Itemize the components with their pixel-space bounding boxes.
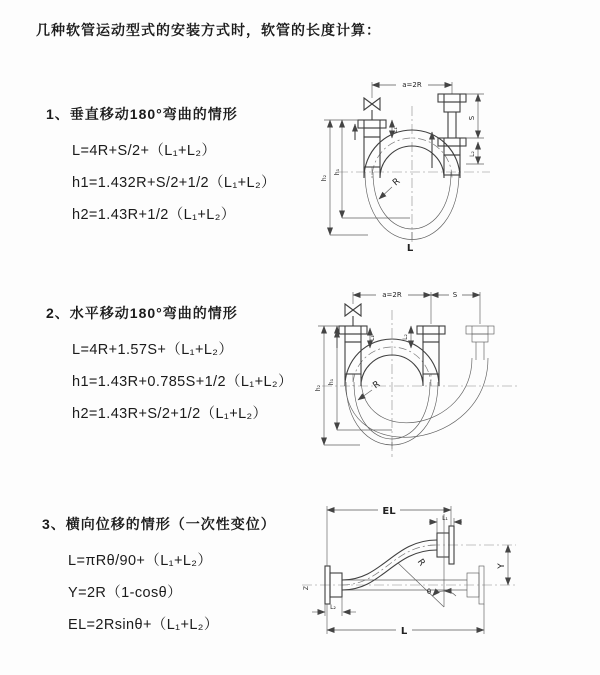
section-heading: 2、水平移动180°弯曲的情形 — [46, 305, 238, 321]
dim-label-h1: h₁ — [328, 378, 335, 386]
valve-icon — [345, 304, 361, 316]
formula: Y=2R（1-cosθ） — [68, 585, 182, 601]
section-heading: 3、横向位移的情形（一次性变位） — [42, 516, 276, 532]
dim-label-l1: L₁ — [392, 127, 399, 133]
dim-label-r: R — [414, 557, 427, 569]
formula: EL=2Rsinθ+（L₁+L₂） — [68, 617, 219, 633]
dim-label-h1: h₁ — [334, 168, 341, 176]
formula: L=4R+1.57S+（L₁+L₂） — [72, 342, 234, 358]
formula: L=4R+S/2+（L₁+L₂） — [72, 143, 217, 159]
centerlines — [338, 106, 490, 242]
diagram-horizontal-bend — [308, 282, 583, 472]
left-fitting — [337, 292, 376, 374]
dim-label-h2: h₂ — [321, 174, 328, 182]
dim-label-l2: L₂ — [469, 151, 476, 157]
formula: L=πRθ/90+（L₁+L₂） — [68, 553, 213, 569]
dim-label-l2: L₂ — [330, 604, 336, 611]
formula: h1=1.43R+0.785S+1/2（L₁+L₂） — [72, 374, 293, 390]
dim-label-el: EL — [382, 506, 396, 517]
section-horizontal-bend — [46, 303, 293, 430]
dim-label-z: Z — [303, 585, 310, 591]
dim-label-y: Y — [497, 563, 507, 569]
dim-label-s: S — [468, 115, 476, 121]
formula: h2=1.43R+S/2+1/2（L₁+L₂） — [72, 406, 268, 422]
dim-label-a2r: a=2R — [382, 291, 402, 299]
middle-fitting — [402, 292, 445, 374]
dim-label-l: L — [406, 243, 414, 254]
dim-label-h2: h₂ — [315, 384, 322, 392]
centerlines — [322, 310, 518, 457]
dim-label-r: R — [371, 379, 383, 392]
diagram-vertical-bend — [312, 72, 567, 257]
dim-label-a2r: a=2R — [402, 81, 422, 89]
page-title: 几种软管运动型式的安装方式时，软管的长度计算： — [36, 22, 381, 38]
valve-icon — [364, 98, 380, 110]
dim-label-r: R — [391, 176, 403, 189]
dim-label-l1: L₁ — [369, 335, 376, 341]
diagram-lateral-displacement — [298, 500, 593, 660]
dim-label-l2: L₂ — [402, 334, 409, 340]
dim-label-theta: θ — [426, 588, 432, 596]
section-vertical-bend — [46, 104, 276, 231]
dim-label-l: L — [400, 626, 408, 637]
formula: h2=1.43R+1/2（L₁+L₂） — [72, 207, 236, 223]
angle-construction — [398, 514, 456, 607]
section-heading: 1、垂直移动180°弯曲的情形 — [46, 106, 238, 122]
right-fitting — [432, 82, 466, 175]
section-lateral-displacement — [42, 514, 276, 641]
dim-label-s: S — [452, 291, 458, 299]
right-fitting-displaced — [466, 292, 494, 360]
dim-label-l1: L₁ — [442, 515, 448, 522]
formula: h1=1.432R+S/2+1/2（L₁+L₂） — [72, 175, 276, 191]
